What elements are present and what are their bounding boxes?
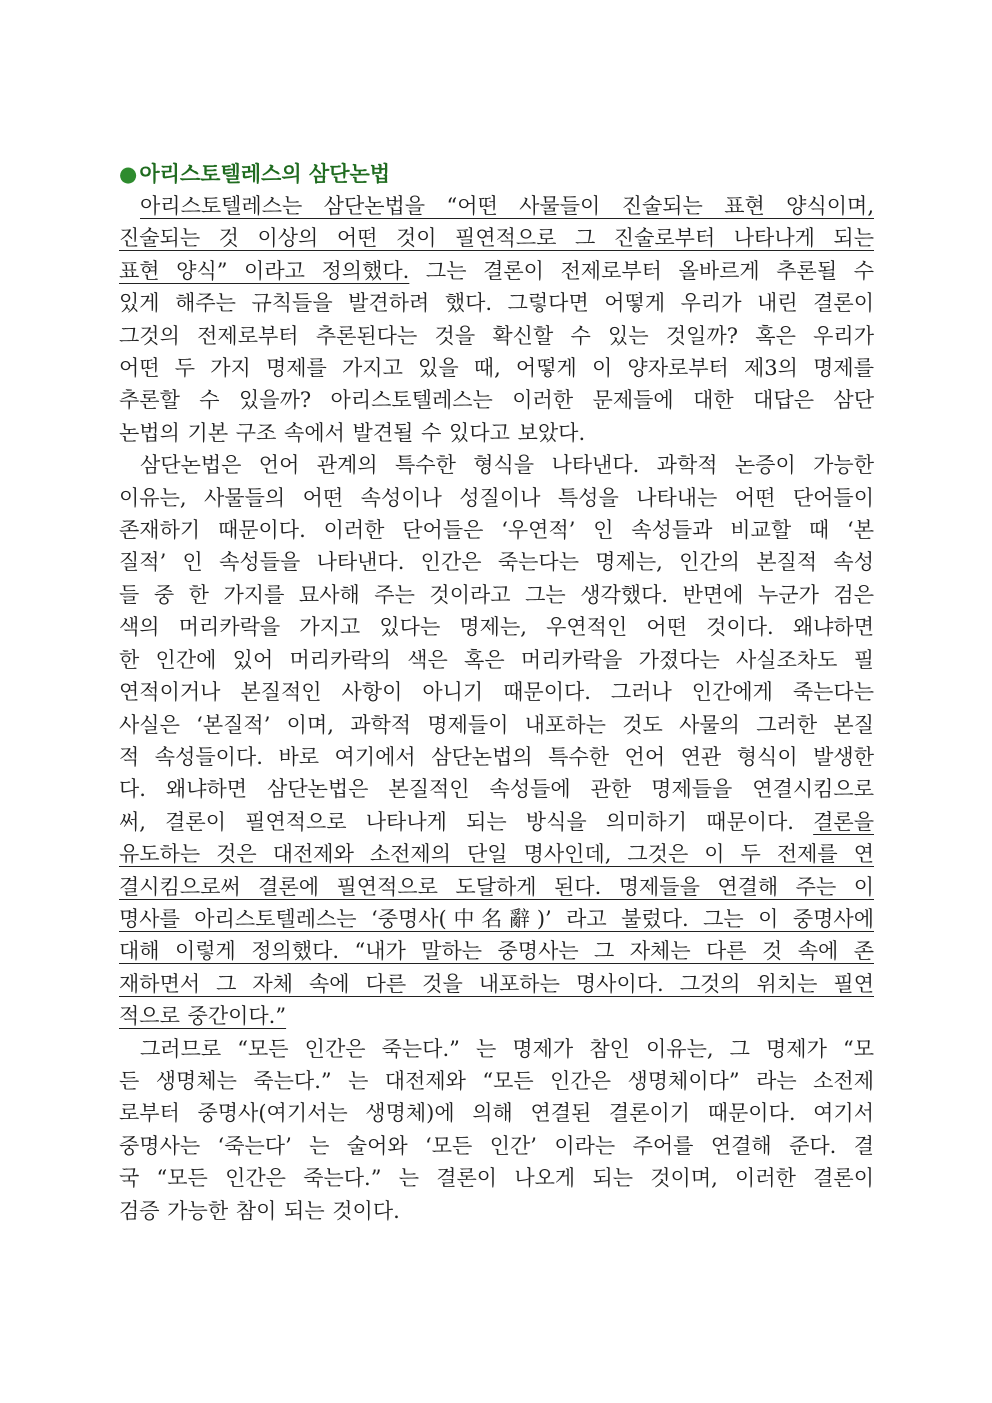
underlined-text: 결론을 — [813, 809, 874, 834]
text-line — [119, 1162, 874, 1194]
text-line — [119, 417, 874, 449]
document-page — [119, 158, 874, 1227]
underlined-text: 유도하는 것은 대전제와 소전제의 단일 명사인데, 그것은 이 두 전제를 연 — [119, 842, 874, 867]
text-segment: 들 중 한 가지를 묘사해 주는 것이라고 그는 생각했다. 반면에 누군가 검은 — [119, 582, 874, 607]
text-line — [119, 676, 874, 708]
text-line — [119, 1033, 874, 1065]
text-line — [119, 546, 874, 578]
text-segment: 다. 왜냐하면 삼단논법은 본질적인 속성들에 관한 명제들을 연결시킴으로 — [119, 777, 874, 802]
text-line — [119, 320, 874, 352]
text-line — [119, 1000, 874, 1032]
underlined-text: 재하면서 그 자체 속에 다른 것을 내포하는 명사이다. 그것의 위치는 필연 — [119, 971, 874, 996]
text-line — [119, 1097, 874, 1129]
text-line — [119, 190, 874, 222]
underlined-text: 아리스토텔레스는 삼단논법을 “어떤 사물들이 진술되는 표현 양식이며, — [140, 194, 874, 218]
text-line — [119, 1065, 874, 1097]
paragraph — [119, 190, 874, 449]
text-line — [119, 838, 874, 870]
text-segment: 질적’ 인 속성들을 나타낸다. 인간은 죽는다는 명제는, 인간의 본질적 속성 — [119, 550, 874, 575]
section-heading — [119, 158, 874, 190]
text-segment: 있게 해주는 규칙들을 발견하려 했다. 그렇다면 어떻게 우리가 내린 결론이 — [119, 291, 874, 316]
text-line — [119, 935, 874, 967]
paragraph — [119, 449, 874, 1032]
bullet-icon: ● — [119, 161, 138, 186]
text-line — [119, 255, 874, 287]
underlined-text: 명사를 아리스토텔레스는 ‘중명사(中名辭)’ 라고 불렀다. 그는 이 중명사에 — [119, 906, 874, 931]
text-segment: 로부터 중명사(여기서는 생명체)에 의해 연결된 결론이기 때문이다. 여기서 — [119, 1101, 874, 1126]
text-line — [119, 903, 874, 935]
underlined-text: 진술되는 것 이상의 어떤 것이 필연적으로 그 진술로부터 나타나게 되는 — [119, 226, 874, 251]
text-segment: 그러므로 “모든 인간은 죽는다.” 는 명제가 참인 이유는, 그 명제가 “모 — [140, 1036, 874, 1061]
text-line — [119, 222, 874, 254]
underlined-text: 결시킴으로써 결론에 필연적으로 도달하게 된다. 명제들을 연결해 주는 이 — [119, 874, 874, 899]
underlined-text: 대해 이렇게 정의했다. “내가 말하는 중명사는 그 자체는 다른 것 속에 존 — [119, 939, 874, 964]
text-segment: 색의 머리카락을 가지고 있다는 명제는, 우연적인 어떤 것이다. 왜냐하면 — [119, 615, 874, 640]
text-segment: 검증 가능한 참이 되는 것이다. — [119, 1198, 400, 1223]
text-line — [119, 482, 874, 514]
text-line — [119, 1195, 874, 1227]
text-line — [119, 1130, 874, 1162]
underlined-text: 적으로 중간이다.” — [119, 1004, 287, 1029]
text-segment: 그는 결론이 전제로부터 올바르게 추론될 수 — [409, 258, 874, 283]
text-segment: 한 인간에 있어 머리카락의 색은 혹은 머리카락을 가졌다는 사실조차도 필 — [119, 647, 874, 672]
text-segment: 그것의 전제로부터 추론된다는 것을 확신할 수 있는 것일까? 혹은 우리가 — [119, 323, 874, 348]
text-line — [119, 741, 874, 773]
text-segment: 적 속성들이다. 바로 여기에서 삼단논법의 특수한 언어 연관 형식이 발생한 — [119, 744, 874, 769]
text-segment: 어떤 두 가지 명제를 가지고 있을 때, 어떻게 이 양자로부터 제3의 명제를 — [119, 356, 874, 381]
text-line — [119, 871, 874, 903]
text-line — [119, 709, 874, 741]
text-segment: 사실은 ‘본질적’ 이며, 과학적 명제들이 내포하는 것도 사물의 그러한 본질 — [119, 712, 874, 737]
text-line — [119, 287, 874, 319]
text-segment: 중명사는 ‘죽는다’ 는 술어와 ‘모든 인간’ 이라는 주어를 연결해 준다. 결 — [119, 1133, 874, 1158]
text-line — [119, 806, 874, 838]
text-segment: 삼단논법은 언어 관계의 특수한 형식을 나타낸다. 과학적 논증이 가능한 — [140, 453, 874, 478]
text-segment: 연적이거나 본질적인 사항이 아니기 때문이다. 그러나 인간에게 죽는다는 — [119, 680, 874, 705]
paragraph — [119, 1033, 874, 1227]
text-segment: 든 생명체는 죽는다.” 는 대전제와 “모든 인간은 생명체이다” 라는 소전제 — [119, 1068, 874, 1093]
text-segment: 써, 결론이 필연적으로 나타나게 되는 방식을 의미하기 때문이다. — [119, 809, 814, 834]
underlined-text: 표현 양식” 이라고 정의했다. — [119, 258, 410, 283]
section-heading-text: 아리스토텔레스의 삼단논법 — [139, 161, 391, 186]
text-segment: 존재하기 때문이다. 이러한 단어들은 ‘우연적’ 인 속성들과 비교할 때 ‘본 — [119, 518, 874, 543]
text-segment: 논법의 기본 구조 속에서 발견될 수 있다고 보았다. — [119, 420, 586, 445]
text-segment: 이유는, 사물들의 어떤 속성이나 성질이나 특성을 나타내는 어떤 단어들이 — [119, 485, 874, 510]
text-line — [119, 773, 874, 805]
text-line — [119, 449, 874, 481]
text-line — [119, 352, 874, 384]
text-line — [119, 514, 874, 546]
text-line — [119, 579, 874, 611]
text-segment: 국 “모든 인간은 죽는다.” 는 결론이 나오게 되는 것이며, 이러한 결론이 — [119, 1166, 874, 1191]
text-line — [119, 611, 874, 643]
text-segment: 추론할 수 있을까? 아리스토텔레스는 이러한 문제들에 대한 대답은 삼단 — [119, 388, 874, 413]
text-line — [119, 644, 874, 676]
text-line — [119, 384, 874, 416]
body-text — [119, 190, 874, 1227]
text-line — [119, 968, 874, 1000]
